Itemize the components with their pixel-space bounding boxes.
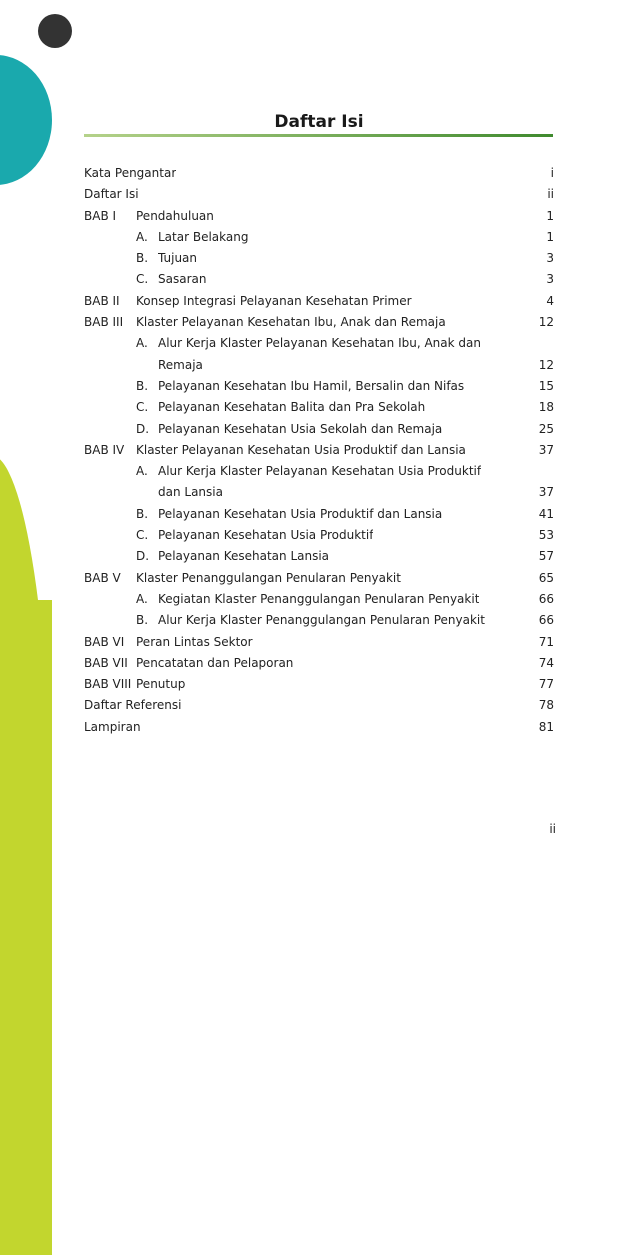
toc-entry-text: dan Lansia [158,485,223,500]
toc-entry-text: Klaster Penanggulangan Penularan Penyakit [136,570,401,585]
toc-page-number: 37 [538,485,554,500]
toc-entry-text: Klaster Pelayanan Kesehatan Ibu, Anak dan Remaja [136,315,446,330]
toc-page-number: i [550,166,554,180]
toc-page-number: 66 [538,613,554,628]
toc-entry-bab-6[interactable] [84,632,554,653]
toc-page-number: 53 [538,528,554,543]
toc-entry-text: Sasaran [158,272,207,287]
chapter-label: BAB IV [84,442,125,457]
toc-entry-text: Lampiran [84,719,141,734]
section-letter: B. [136,506,149,521]
toc-page-number: 71 [538,634,554,649]
toc-entry-bab-8[interactable] [84,674,554,695]
toc-entry-bab-1-a[interactable] [84,227,554,248]
section-letter: D. [136,421,150,436]
toc-entry-text: Daftar Isi [84,187,139,202]
table-of-contents [84,163,554,738]
toc-entry-bab-5-b[interactable] [84,610,554,631]
chapter-label: BAB III [84,315,124,330]
toc-page-number: 1 [546,208,554,223]
toc-entry-daftar-isi[interactable] [84,184,554,205]
toc-page-number: 81 [538,719,554,734]
toc-entry-bab-5-a[interactable] [84,589,554,610]
toc-entry-daftar-referensi[interactable] [84,695,554,716]
section-letter: A. [136,591,148,606]
toc-page-number: 15 [538,378,554,393]
section-letter: C. [136,272,149,287]
toc-entry-bab-3-b[interactable] [84,376,554,397]
toc-entry-text: Pelayanan Kesehatan Usia Produktif [158,528,374,543]
toc-page-number: 65 [538,570,554,585]
toc-page-number: 57 [538,549,554,564]
toc-entry-bab-2[interactable] [84,291,554,312]
toc-entry-lampiran[interactable] [84,717,554,738]
toc-entry-text: Pendahuluan [136,208,214,223]
title-underline [84,134,553,137]
toc-page-number: 12 [538,357,554,372]
toc-page-number: 4 [546,293,554,308]
toc-entry-bab-4-a[interactable] [84,461,554,482]
toc-entry-bab-3-c[interactable] [84,397,554,418]
chapter-label: BAB II [84,293,120,308]
toc-entry-text: Remaja [158,357,203,372]
toc-page-number: 37 [538,442,554,457]
toc-entry-bab-4-a-continued[interactable] [84,482,554,503]
toc-entry-bab-4-b[interactable] [84,504,554,525]
toc-page-number: 74 [538,655,554,670]
chapter-label: BAB VI [84,634,125,649]
toc-entry-bab-4-d[interactable] [84,546,554,567]
toc-entry-text: Pelayanan Kesehatan Lansia [158,549,330,564]
toc-entry-bab-4[interactable] [84,440,554,461]
toc-entry-bab-3-a-continued[interactable] [84,355,554,376]
section-letter: A. [136,336,148,351]
chapter-label: BAB VIII [84,677,132,692]
page-title: Daftar Isi [274,112,364,132]
section-letter: B. [136,378,149,393]
toc-entry-bab-3-a[interactable] [84,333,554,354]
toc-page-number: 3 [546,272,554,287]
section-letter: B. [136,251,149,266]
toc-entry-text: Peran Lintas Sektor [136,634,253,649]
decorative-dark-circle [38,14,72,48]
toc-entry-text: Daftar Referensi [84,698,182,713]
toc-page-number: 41 [538,506,554,521]
toc-page-number: 12 [538,315,554,330]
toc-entry-bab-1-b[interactable] [84,248,554,269]
toc-entry-text: Pencatatan dan Pelaporan [136,655,294,670]
toc-entry-text: Tujuan [158,251,198,266]
toc-entry-bab-5[interactable] [84,568,554,589]
chapter-label: BAB VII [84,655,128,670]
chapter-label: BAB I [84,208,117,223]
toc-page-number: 78 [538,698,554,713]
section-letter: B. [136,613,149,628]
toc-entry-text: Pelayanan Kesehatan Balita dan Pra Sekolah [158,400,426,415]
toc-entry-text: Pelayanan Kesehatan Usia Produktif dan Lansia [158,506,443,521]
toc-entry-text: Penutup [136,677,186,692]
toc-entry-bab-3[interactable] [84,312,554,333]
toc-entry-text: Pelayanan Kesehatan Ibu Hamil, Bersalin dan Nifas [158,378,465,393]
page-number-footer: ii [549,822,556,836]
chapter-label: BAB V [84,570,121,585]
section-letter: C. [136,528,149,543]
toc-page-number: 66 [538,591,554,606]
toc-entry-bab-7[interactable] [84,653,554,674]
toc-entry-text: Pelayanan Kesehatan Usia Sekolah dan Remaja [158,421,443,436]
toc-entry-text: Alur Kerja Klaster Pelayanan Kesehatan Ibu, Anak dan [158,336,481,351]
toc-entry-bab-1-c[interactable] [84,269,554,290]
toc-page-number: 3 [546,251,554,266]
toc-entry-text: Konsep Integrasi Pelayanan Kesehatan Primer [136,293,412,308]
toc-entry-text: Alur Kerja Klaster Penanggulangan Penularan Penyakit [158,613,485,628]
decorative-lime-strip [0,600,52,905]
toc-page-number: 77 [538,677,554,692]
section-letter: A. [136,229,148,244]
toc-entry-kata-pengantar[interactable] [84,163,554,184]
section-letter: C. [136,400,149,415]
toc-entry-text: Kata Pengantar [84,166,177,180]
section-letter: D. [136,549,150,564]
toc-entry-bab-3-d[interactable] [84,419,554,440]
toc-entry-text: Alur Kerja Klaster Pelayanan Kesehatan Usia Produktif [158,464,482,479]
toc-entry-text: Kegiatan Klaster Penanggulangan Penularan Penyakit [158,591,480,606]
toc-entry-bab-1[interactable] [84,206,554,227]
toc-page-number: 18 [538,400,554,415]
toc-page-number: 25 [538,421,554,436]
toc-entry-text: Latar Belakang [158,229,249,244]
toc-page-number: 1 [546,229,554,244]
toc-page-number: ii [547,187,554,202]
section-letter: A. [136,464,148,479]
toc-entry-bab-4-c[interactable] [84,525,554,546]
toc-entry-text: Klaster Pelayanan Kesehatan Usia Produktif dan Lansia [136,442,466,457]
